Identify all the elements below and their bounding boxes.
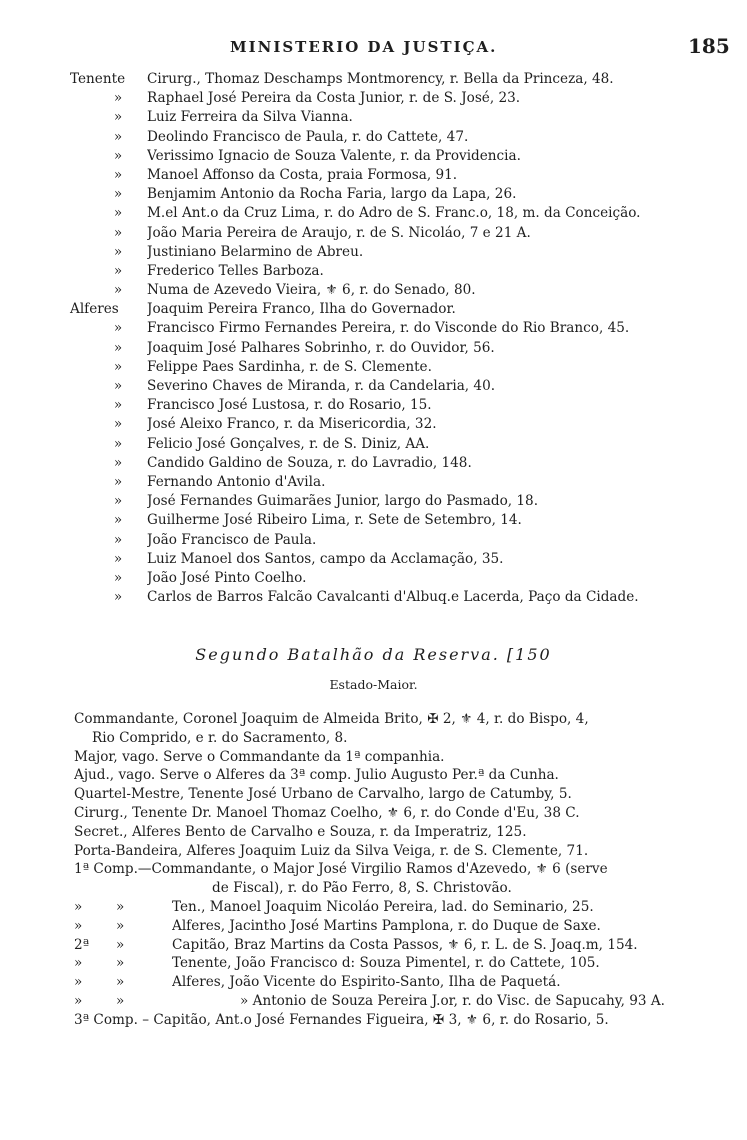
staff-row — [0, 898, 747, 917]
staff-list — [0, 710, 747, 1030]
staff-entry: Alferes, João Vicente do Espirito-Santo, Ilha de Paquetá. — [172, 974, 561, 991]
officer-entry: José Aleixo Franco, r. da Misericordia, 32. — [147, 416, 437, 433]
officer-rank: » — [113, 589, 123, 606]
officer-rank: » — [113, 320, 123, 337]
officer-entry: Luiz Ferreira da Silva Vianna. — [147, 109, 353, 126]
staff-row — [0, 729, 747, 748]
officer-row — [0, 281, 747, 300]
officer-entry: Joaquim José Palhares Sobrinho, r. do Ouvidor, 56. — [147, 339, 495, 356]
officer-row — [0, 435, 747, 454]
staff-row — [0, 1011, 747, 1030]
section-subtitle: Estado-Maior. — [329, 677, 418, 692]
staff-entry: Porta-Bandeira, Alferes Joaquim Luiz da Silva Veiga, r. de S. Clemente, 71. — [74, 842, 589, 859]
officer-rank: Alferes — [70, 301, 119, 318]
officer-row — [0, 415, 747, 434]
staff-entry: Tenente, João Francisco d: Souza Pimentel, r. do Cattete, 105. — [172, 955, 600, 972]
officer-row — [0, 358, 747, 377]
staff-entry: 1ª Comp.—Commandante, o Major José Virgilio Ramos d'Azevedo, ⚜ 6 (serve — [74, 861, 608, 878]
officer-rank: » — [113, 569, 123, 586]
staff-entry: 3ª Comp. – Capitão, Ant.o José Fernandes Figueira, ✠ 3, ⚜ 6, r. do Rosario, 5. — [74, 1011, 609, 1028]
officer-row — [0, 454, 747, 473]
staff-marker: » — [74, 992, 83, 1009]
officer-rank: » — [113, 550, 123, 567]
staff-row — [0, 954, 747, 973]
officer-rank: » — [113, 147, 123, 164]
officer-row — [0, 128, 747, 147]
officer-row — [0, 492, 747, 511]
staff-marker: » — [74, 917, 83, 934]
officer-entry: Francisco José Lustosa, r. do Rosario, 15. — [147, 397, 432, 414]
officer-entry: Severino Chaves de Miranda, r. da Candelaria, 40. — [147, 378, 496, 394]
officer-row — [0, 473, 747, 492]
officer-rank: » — [113, 473, 123, 490]
staff-entry: Commandante, Coronel Joaquim de Almeida Brito, ✠ 2, ⚜ 4, r. do Bispo, 4, — [74, 711, 589, 727]
staff-entry: Secret., Alferes Bento de Carvalho e Souza, r. da Imperatriz, 125. — [74, 823, 527, 840]
staff-entry: Major, vago. Serve o Commandante da 1ª companhia. — [74, 748, 445, 765]
staff-entry: Ten., Manoel Joaquim Nicoláo Pereira, lad. do Seminario, 25. — [172, 898, 594, 915]
officer-row — [0, 588, 747, 607]
officer-row — [0, 185, 747, 204]
officer-rank: » — [113, 512, 123, 529]
officer-rank: » — [113, 186, 123, 203]
officer-row — [0, 550, 747, 569]
officer-row — [0, 377, 747, 396]
officer-entry: Numa de Azevedo Vieira, ⚜ 6, r. do Senado, 80. — [147, 282, 476, 299]
officer-entry: Verissimo Ignacio de Souza Valente, r. da Providencia. — [147, 147, 521, 164]
staff-marker: 2ª — [74, 936, 90, 953]
page-header — [0, 34, 747, 68]
officer-row — [0, 262, 747, 281]
staff-marker: » — [116, 936, 125, 953]
staff-row — [0, 973, 747, 992]
officer-rank: » — [113, 397, 123, 414]
officer-entry: José Fernandes Guimarães Junior, largo do Pasmado, 18. — [147, 493, 539, 510]
staff-row — [0, 992, 747, 1011]
officer-rank: » — [113, 128, 123, 145]
staff-row — [0, 766, 747, 785]
officer-rank: » — [113, 109, 123, 126]
officer-row — [0, 511, 747, 530]
staff-row — [0, 804, 747, 823]
staff-row — [0, 879, 747, 898]
officer-row — [0, 147, 747, 166]
staff-row — [0, 917, 747, 936]
officer-row — [0, 89, 747, 108]
staff-entry: Capitão, Braz Martins da Costa Passos, ⚜ 6, r. L. de S. Joaq.m, 154. — [172, 936, 638, 953]
officer-entry: Frederico Telles Barboza. — [147, 262, 324, 279]
officer-entry: Francisco Firmo Fernandes Pereira, r. do Visconde do Rio Branco, 45. — [147, 320, 630, 337]
officer-entry: João Francisco de Paula. — [147, 531, 317, 548]
officer-list — [0, 70, 747, 607]
section-title: Segundo Batalhão da Reserva. [150 — [195, 645, 552, 664]
officer-rank: » — [113, 243, 123, 260]
officer-rank: » — [113, 493, 123, 510]
officer-entry: Carlos de Barros Falcão Cavalcanti d'Albuq.e Lacerda, Paço da Cidade. — [147, 589, 639, 606]
officer-rank: » — [113, 378, 123, 394]
officer-rank: » — [113, 416, 123, 433]
page-title: MINISTERIO DA JUSTIÇA. — [230, 38, 498, 56]
officer-rank: » — [113, 282, 123, 299]
officer-rank: Tenente — [70, 71, 126, 87]
staff-marker: » — [116, 955, 125, 972]
officer-entry: Justiniano Belarmino de Abreu. — [147, 243, 364, 260]
staff-marker: » — [116, 992, 125, 1009]
officer-entry: Luiz Manoel dos Santos, campo da Acclamação, 35. — [147, 550, 504, 567]
officer-rank: » — [113, 262, 123, 279]
officer-row — [0, 166, 747, 185]
staff-entry: Rio Comprido, e r. do Sacramento, 8. — [92, 729, 348, 746]
officer-row — [0, 569, 747, 588]
officer-rank: » — [113, 454, 123, 471]
staff-row — [0, 748, 747, 767]
officer-row — [0, 108, 747, 127]
officer-row — [0, 243, 747, 262]
officer-rank: » — [113, 531, 123, 548]
staff-entry: » Antonio de Souza Pereira J.or, r. do Visc. de Sapucahy, 93 A. — [240, 992, 666, 1009]
officer-entry: Candido Galdino de Souza, r. do Lavradio, 148. — [147, 454, 472, 471]
officer-row — [0, 339, 747, 358]
staff-marker: » — [116, 974, 125, 991]
staff-marker: » — [116, 898, 125, 915]
officer-rank: » — [113, 435, 123, 452]
officer-entry: João José Pinto Coelho. — [147, 569, 307, 586]
officer-entry: Cirurg., Thomaz Deschamps Montmorency, r. Bella da Princeza, 48. — [147, 71, 614, 87]
officer-row — [0, 319, 747, 338]
staff-marker: » — [74, 898, 83, 915]
officer-entry: Felicio José Gonçalves, r. de S. Diniz, AA. — [147, 435, 430, 452]
staff-marker: » — [74, 955, 83, 972]
officer-rank: » — [113, 90, 123, 107]
staff-row — [0, 842, 747, 861]
officer-rank: » — [113, 224, 123, 241]
staff-row — [0, 823, 747, 842]
officer-row — [0, 531, 747, 550]
staff-marker: » — [74, 974, 83, 991]
officer-row — [0, 70, 747, 89]
staff-row — [0, 785, 747, 804]
officer-entry: Benjamim Antonio da Rocha Faria, largo da Lapa, 26. — [147, 186, 517, 203]
officer-entry: Guilherme José Ribeiro Lima, r. Sete de Setembro, 14. — [147, 512, 522, 529]
officer-entry: Deolindo Francisco de Paula, r. do Cattete, 47. — [147, 128, 469, 145]
officer-entry: Manoel Affonso da Costa, praia Formosa, 91. — [147, 166, 458, 183]
officer-entry: Raphael José Pereira da Costa Junior, r. de S. José, 23. — [147, 90, 521, 107]
staff-entry: Cirurg., Tenente Dr. Manoel Thomaz Coelho, ⚜ 6, r. do Conde d'Eu, 38 C. — [74, 804, 580, 821]
officer-rank: » — [113, 166, 123, 183]
officer-rank: » — [113, 358, 123, 375]
officer-rank: » — [113, 205, 123, 222]
officer-row — [0, 300, 747, 319]
page-number: 185 — [688, 34, 730, 58]
staff-entry: Alferes, Jacintho José Martins Pamplona, r. do Duque de Saxe. — [172, 917, 601, 934]
officer-entry: João Maria Pereira de Araujo, r. de S. Nicoláo, 7 e 21 A. — [147, 224, 531, 241]
officer-row — [0, 204, 747, 223]
officer-entry: M.el Ant.o da Cruz Lima, r. do Adro de S. Franc.o, 18, m. da Conceição. — [147, 205, 641, 222]
officer-rank: » — [113, 339, 123, 356]
staff-row — [0, 710, 747, 729]
officer-entry: Fernando Antonio d'Avila. — [147, 473, 326, 490]
staff-entry: de Fiscal), r. do Pão Ferro, 8, S. Christovão. — [212, 880, 512, 897]
officer-row — [0, 224, 747, 243]
staff-row — [0, 860, 747, 879]
staff-marker: » — [116, 917, 125, 934]
staff-entry: Ajud., vago. Serve o Alferes da 3ª comp. Julio Augusto Per.ª da Cunha. — [74, 767, 559, 784]
officer-row — [0, 396, 747, 415]
officer-entry: Felippe Paes Sardinha, r. de S. Clemente. — [147, 358, 432, 375]
staff-row — [0, 936, 747, 955]
staff-entry: Quartel-Mestre, Tenente José Urbano de Carvalho, largo de Catumby, 5. — [74, 786, 572, 803]
officer-entry: Joaquim Pereira Franco, Ilha do Governador. — [147, 301, 456, 318]
